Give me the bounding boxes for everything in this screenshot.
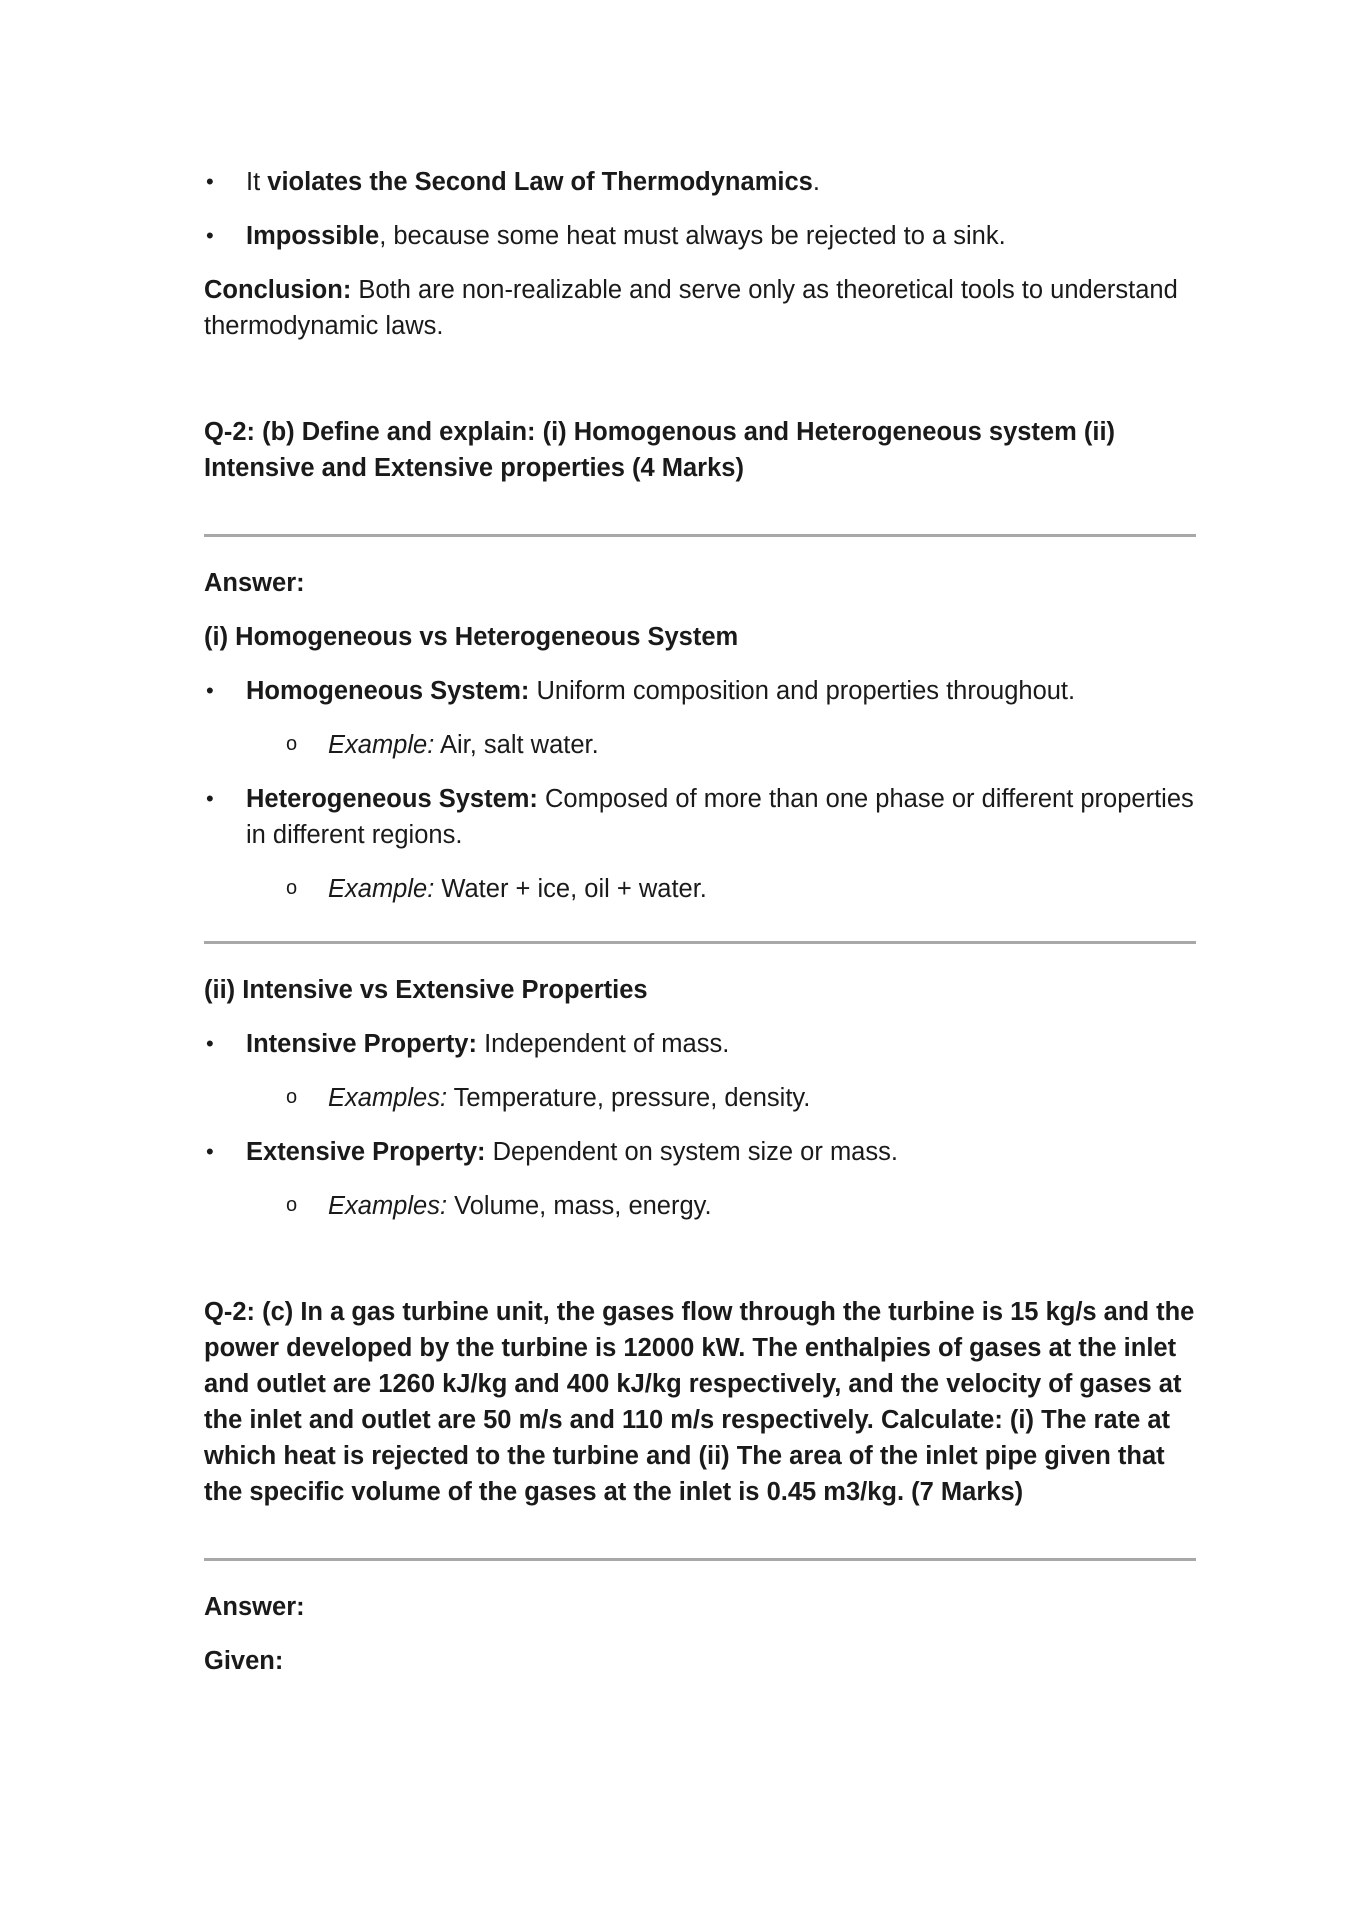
list-item: • Impossible, because some heat must always be rejected to a sink. xyxy=(204,218,1196,254)
section-subtitle: (ii) Intensive vs Extensive Properties xyxy=(204,976,648,1004)
bullet-icon: • xyxy=(206,1139,214,1164)
sub-bullet-icon: o xyxy=(286,1194,298,1216)
sub-bullet-icon: o xyxy=(286,1086,298,1108)
list-item: • Intensive Property: Independent of mass. xyxy=(204,1026,1196,1062)
sub-bullet-icon: o xyxy=(286,877,298,899)
list-item: o Examples: Volume, mass, energy. xyxy=(204,1188,1196,1224)
document-page xyxy=(204,160,1196,1679)
bullet-icon: • xyxy=(206,169,214,194)
list-item: • Homogeneous System: Uniform composition and properties throughout. xyxy=(204,673,1196,709)
list-item: • Extensive Property: Dependent on system size or mass. xyxy=(204,1134,1196,1170)
question-heading: Q-2: (b) Define and explain: (i) Homogenous and Heterogeneous system (ii) Intensive and Extensive properties (4 Marks) xyxy=(204,418,1116,482)
list-item: • Heterogeneous System: Composed of more than one phase or different properties in different regions. xyxy=(204,781,1196,853)
section-subtitle: (i) Homogeneous vs Heterogeneous System xyxy=(204,623,739,651)
sub-bullet-icon: o xyxy=(286,733,298,755)
answer-label: Answer: xyxy=(204,569,305,597)
bullet-icon: • xyxy=(206,1031,214,1056)
list-item: o Example: Water + ice, oil + water. xyxy=(204,871,1196,907)
list-item: o Examples: Temperature, pressure, density. xyxy=(204,1080,1196,1116)
list-item: • It violates the Second Law of Thermodynamics. xyxy=(204,164,1196,200)
question-heading: Q-2: (c) In a gas turbine unit, the gases flow through the turbine is 15 kg/s and the power developed by the turbine is 12000 kW. The enthalpies of gases at the inlet and outlet are 1260 kJ/kg and 400 kJ/kg respectively, and the velocity of gases at the inlet and outlet are 50 m/s and 110 m/s respectively. Calculate: (i) The rate at which heat is rejected to the turbine and (ii) The area of the inlet pipe given that the specific volume of the gases at the inlet is 0.45 m3/kg. (7 Marks) xyxy=(204,1298,1195,1506)
list-item: o Example: Air, salt water. xyxy=(204,727,1196,763)
answer-label: Answer: xyxy=(204,1593,305,1621)
bullet-icon: • xyxy=(206,223,214,248)
conclusion-paragraph: Conclusion: Both are non-realizable and serve only as theoretical tools to understand thermodynamic laws. xyxy=(204,276,1178,340)
given-label: Given: xyxy=(204,1647,284,1675)
bullet-icon: • xyxy=(206,786,214,811)
bullet-icon: • xyxy=(206,678,214,703)
